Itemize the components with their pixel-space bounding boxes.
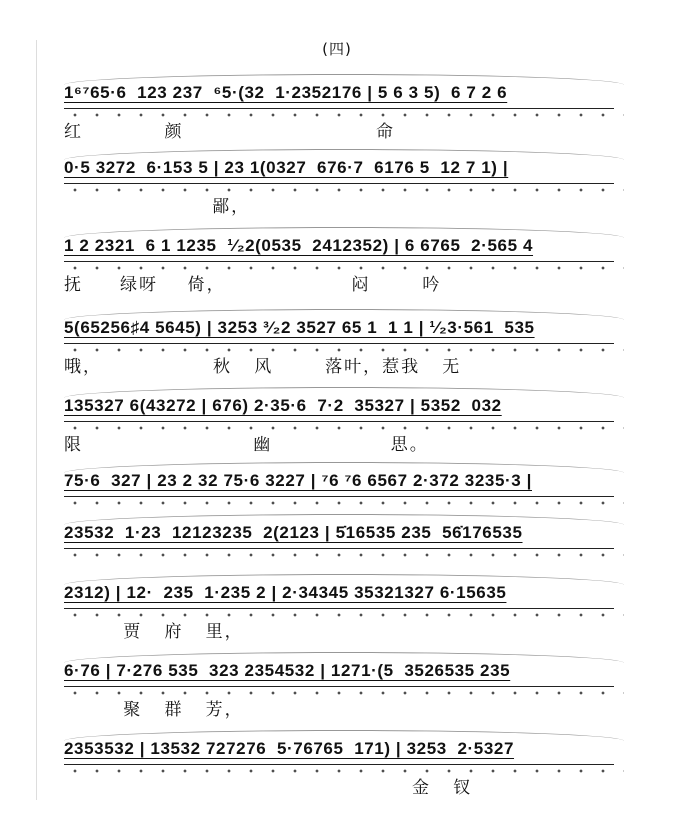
notation-line: 1 2 2321 6 1 1235 ¹⁄₂2(0535 2412352) | 6 6765 2·565 4 bbox=[64, 233, 624, 263]
section-title: (四) bbox=[322, 40, 352, 58]
notation-line: 23532 1·23 12123235 2(2123 | 5̇16535 235 56̇176535 bbox=[64, 520, 624, 550]
octave-dots bbox=[64, 553, 624, 557]
notation-line: 6·76 | 7·276 535 323 2354532 | 1271·(5 3526535 235 bbox=[64, 658, 624, 688]
lyrics-line: 鄙， bbox=[64, 197, 251, 217]
notation-line: 135327 6(43272 | 676) 2·35·6 7·2 35327 | 5352 032 bbox=[64, 393, 624, 423]
score-line-3 bbox=[0, 233, 674, 309]
octave-dots bbox=[64, 501, 624, 505]
score-line-10 bbox=[0, 736, 674, 812]
notation-line: 2312) | 12· 235 1·235 2 | 2·34345 35321327 6·15635 bbox=[64, 580, 624, 610]
octave-dots bbox=[64, 266, 624, 270]
notation-line: 5(65256♯4 5645) | 3253 ³⁄₂2 3527 65 1 1 1 | ¹⁄₂3·561 535 bbox=[64, 315, 624, 345]
octave-dots bbox=[64, 426, 624, 430]
lyrics-line: 聚 群 芳， bbox=[64, 700, 244, 720]
score-line-9 bbox=[0, 658, 674, 734]
lyrics-line: 抚 绿呀 倚， 闷 吟 bbox=[64, 275, 442, 295]
lyrics-line: 红 颜 命 bbox=[64, 122, 395, 142]
score-line-2 bbox=[0, 155, 674, 231]
lyrics-line: 限 幽 思。 bbox=[64, 435, 429, 455]
score-line-5 bbox=[0, 393, 674, 469]
notation-line: 0·5 3272 6·153 5 | 23 1(0327 676·7 6176 5 12 7 1) | bbox=[64, 155, 624, 185]
octave-dots bbox=[64, 769, 624, 773]
lyrics-line: 贾 府 里， bbox=[64, 622, 244, 642]
notation-line: 2353532 | 13532 727276 5·76765 171) | 3253 2·5327 bbox=[64, 736, 624, 766]
octave-dots bbox=[64, 348, 624, 352]
octave-dots bbox=[64, 113, 624, 117]
octave-dots bbox=[64, 613, 624, 617]
score-line-8 bbox=[0, 580, 674, 656]
octave-dots bbox=[64, 188, 624, 192]
lyrics-line: 哦， 秋 风 落叶，惹我 无 bbox=[64, 357, 462, 377]
score-line-1 bbox=[0, 80, 674, 156]
notation-line: 1⁶⁷65·6 123 237 ⁶5·(32 1·2352176 | 5 6 3 5) 6 7 2 6 bbox=[64, 80, 624, 110]
score-line-4 bbox=[0, 315, 674, 391]
octave-dots bbox=[64, 691, 624, 695]
notation-line: 75·6 327 | 23 2 32 75·6 3227 | ⁷6 ⁷6 6567 2·372 3235·3 | bbox=[64, 468, 624, 498]
lyrics-line: 金 钗 bbox=[64, 778, 473, 798]
